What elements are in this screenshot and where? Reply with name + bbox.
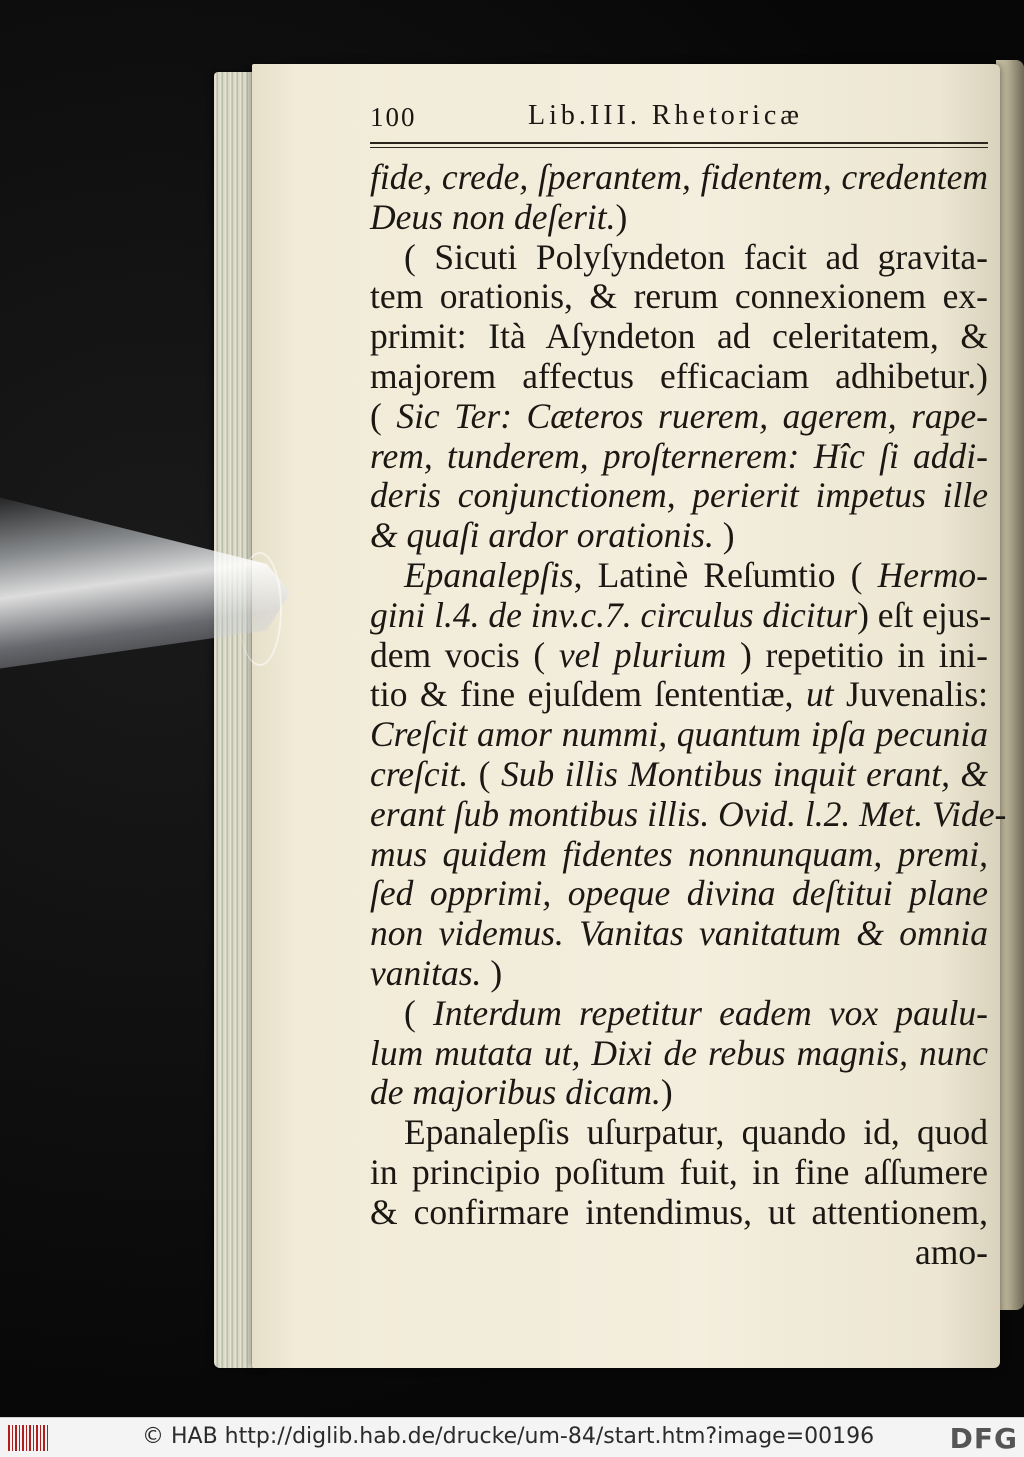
text-line	[370, 1193, 988, 1233]
text-line	[370, 556, 988, 596]
text-line	[370, 1073, 988, 1113]
running-head-title: Lib.III. Rhetoricæ	[528, 100, 803, 131]
copyright-url[interactable]: © HAB http://diglib.hab.de/drucke/um-84/start.htm?image=00196	[142, 1424, 875, 1449]
dfg-logo: DFG	[949, 1422, 1018, 1455]
page-text-block	[370, 100, 1007, 1272]
text-line	[370, 1113, 988, 1153]
head-rule	[370, 142, 988, 144]
text-segment: rem, tunderem, proſternerem: Hîc ſi addi-	[370, 435, 988, 476]
text-segment: in principio poſitum fuit, in fine aſſumere	[370, 1151, 988, 1192]
text-line	[370, 793, 1007, 835]
text-segment: dem vocis (	[370, 634, 559, 675]
text-segment: & confirmare intendimus, ut attentionem,	[370, 1191, 988, 1232]
text-segment: vel plurium	[558, 634, 727, 675]
text-line	[370, 954, 988, 994]
book-clamp-edge	[238, 552, 282, 666]
text-segment: (	[370, 395, 397, 436]
text-segment: & quaſi ardor orationis.	[370, 515, 714, 556]
text-line	[370, 874, 988, 914]
text-segment: tio & fine ejuſdem ſententiæ,	[370, 674, 806, 715]
text-segment: )	[660, 1072, 673, 1113]
text-line	[370, 675, 988, 715]
text-segment: Epanalepſis	[404, 554, 574, 595]
text-segment: tem orationis, & rerum connexionem ex-	[370, 276, 988, 317]
footer-banner	[0, 1417, 1024, 1457]
text-segment: )	[713, 515, 735, 556]
text-segment: )	[615, 196, 628, 237]
text-segment: de majoribus dicam.	[370, 1072, 661, 1113]
text-segment: fide, crede, ſperantem, fidentem, credentem	[370, 157, 988, 197]
barcode-icon	[8, 1425, 48, 1451]
text-line	[370, 516, 988, 556]
text-segment: ) eſt ejus-	[857, 594, 992, 635]
text-line	[370, 238, 988, 278]
text-segment: Deus non deſerit.	[370, 196, 616, 237]
text-line	[370, 636, 988, 676]
text-line	[370, 437, 988, 477]
body-text	[370, 157, 1007, 1272]
text-line	[370, 835, 988, 875]
text-segment: )	[481, 952, 503, 993]
running-head	[370, 100, 988, 140]
text-segment: Juvenalis:	[833, 674, 989, 715]
text-segment: Interdum repetitur eadem vox paulu-	[433, 992, 989, 1033]
text-line	[370, 594, 992, 636]
text-segment: deris conjunctionem, perierit impetus ille	[370, 475, 988, 516]
text-line	[370, 317, 988, 357]
text-line	[370, 1233, 988, 1273]
text-line	[370, 1034, 988, 1074]
text-line	[370, 1153, 988, 1193]
text-line	[370, 277, 988, 317]
text-line	[370, 755, 988, 795]
text-line	[370, 715, 988, 755]
text-line	[370, 158, 988, 198]
text-segment: creſcit.	[370, 753, 469, 794]
text-line	[370, 994, 988, 1034]
text-segment: (	[468, 753, 501, 794]
text-segment: Sic Ter: Cæteros ruerem, agerem, rape-	[396, 395, 988, 436]
text-segment: ) repetitio in ini-	[726, 634, 988, 675]
text-segment: non videmus. Vanitas vanitatum & omnia	[370, 913, 988, 954]
text-line	[370, 397, 988, 437]
text-segment: Sub illis Montibus inquit erant, &	[500, 753, 988, 794]
text-segment: mus quidem fidentes nonnunquam, premi,	[370, 833, 988, 874]
page-number: 100	[370, 102, 417, 132]
text-segment: gini l.4. de inv.c.7. circulus dicitur	[370, 594, 858, 635]
text-segment: majorem affectus efficaciam adhibetur.)	[370, 355, 988, 396]
text-segment: Hermo-	[877, 554, 988, 595]
text-segment: ſed opprimi, opeque divina deſtitui plane	[370, 873, 988, 914]
text-line	[370, 476, 988, 516]
text-segment: amo-	[915, 1231, 988, 1272]
head-rule-thin	[370, 147, 988, 148]
text-segment: Epanalepſis uſurpatur, quando id, quod	[404, 1112, 988, 1153]
text-segment: ( Sicuti Polyſyndeton facit ad gravita-	[404, 236, 988, 277]
text-segment: primit: Ità Aſyndeton ad celeritatem, &	[370, 316, 988, 357]
text-line	[370, 198, 988, 238]
text-line	[370, 914, 988, 954]
facing-page-fold	[996, 60, 1024, 1310]
text-segment: erant ſub montibus illis. Ovid. l.2. Met. Vide-	[370, 793, 1007, 834]
text-segment: lum mutata ut, Dixi de rebus magnis, nunc	[370, 1032, 988, 1073]
text-segment: vanitas.	[370, 952, 482, 993]
text-line	[370, 357, 988, 397]
text-segment: ut	[805, 674, 834, 715]
text-segment: , Latinè Reſumtio (	[573, 554, 878, 595]
text-segment: Creſcit amor nummi, quantum ipſa pecunia	[370, 714, 988, 755]
text-segment: (	[404, 992, 433, 1033]
